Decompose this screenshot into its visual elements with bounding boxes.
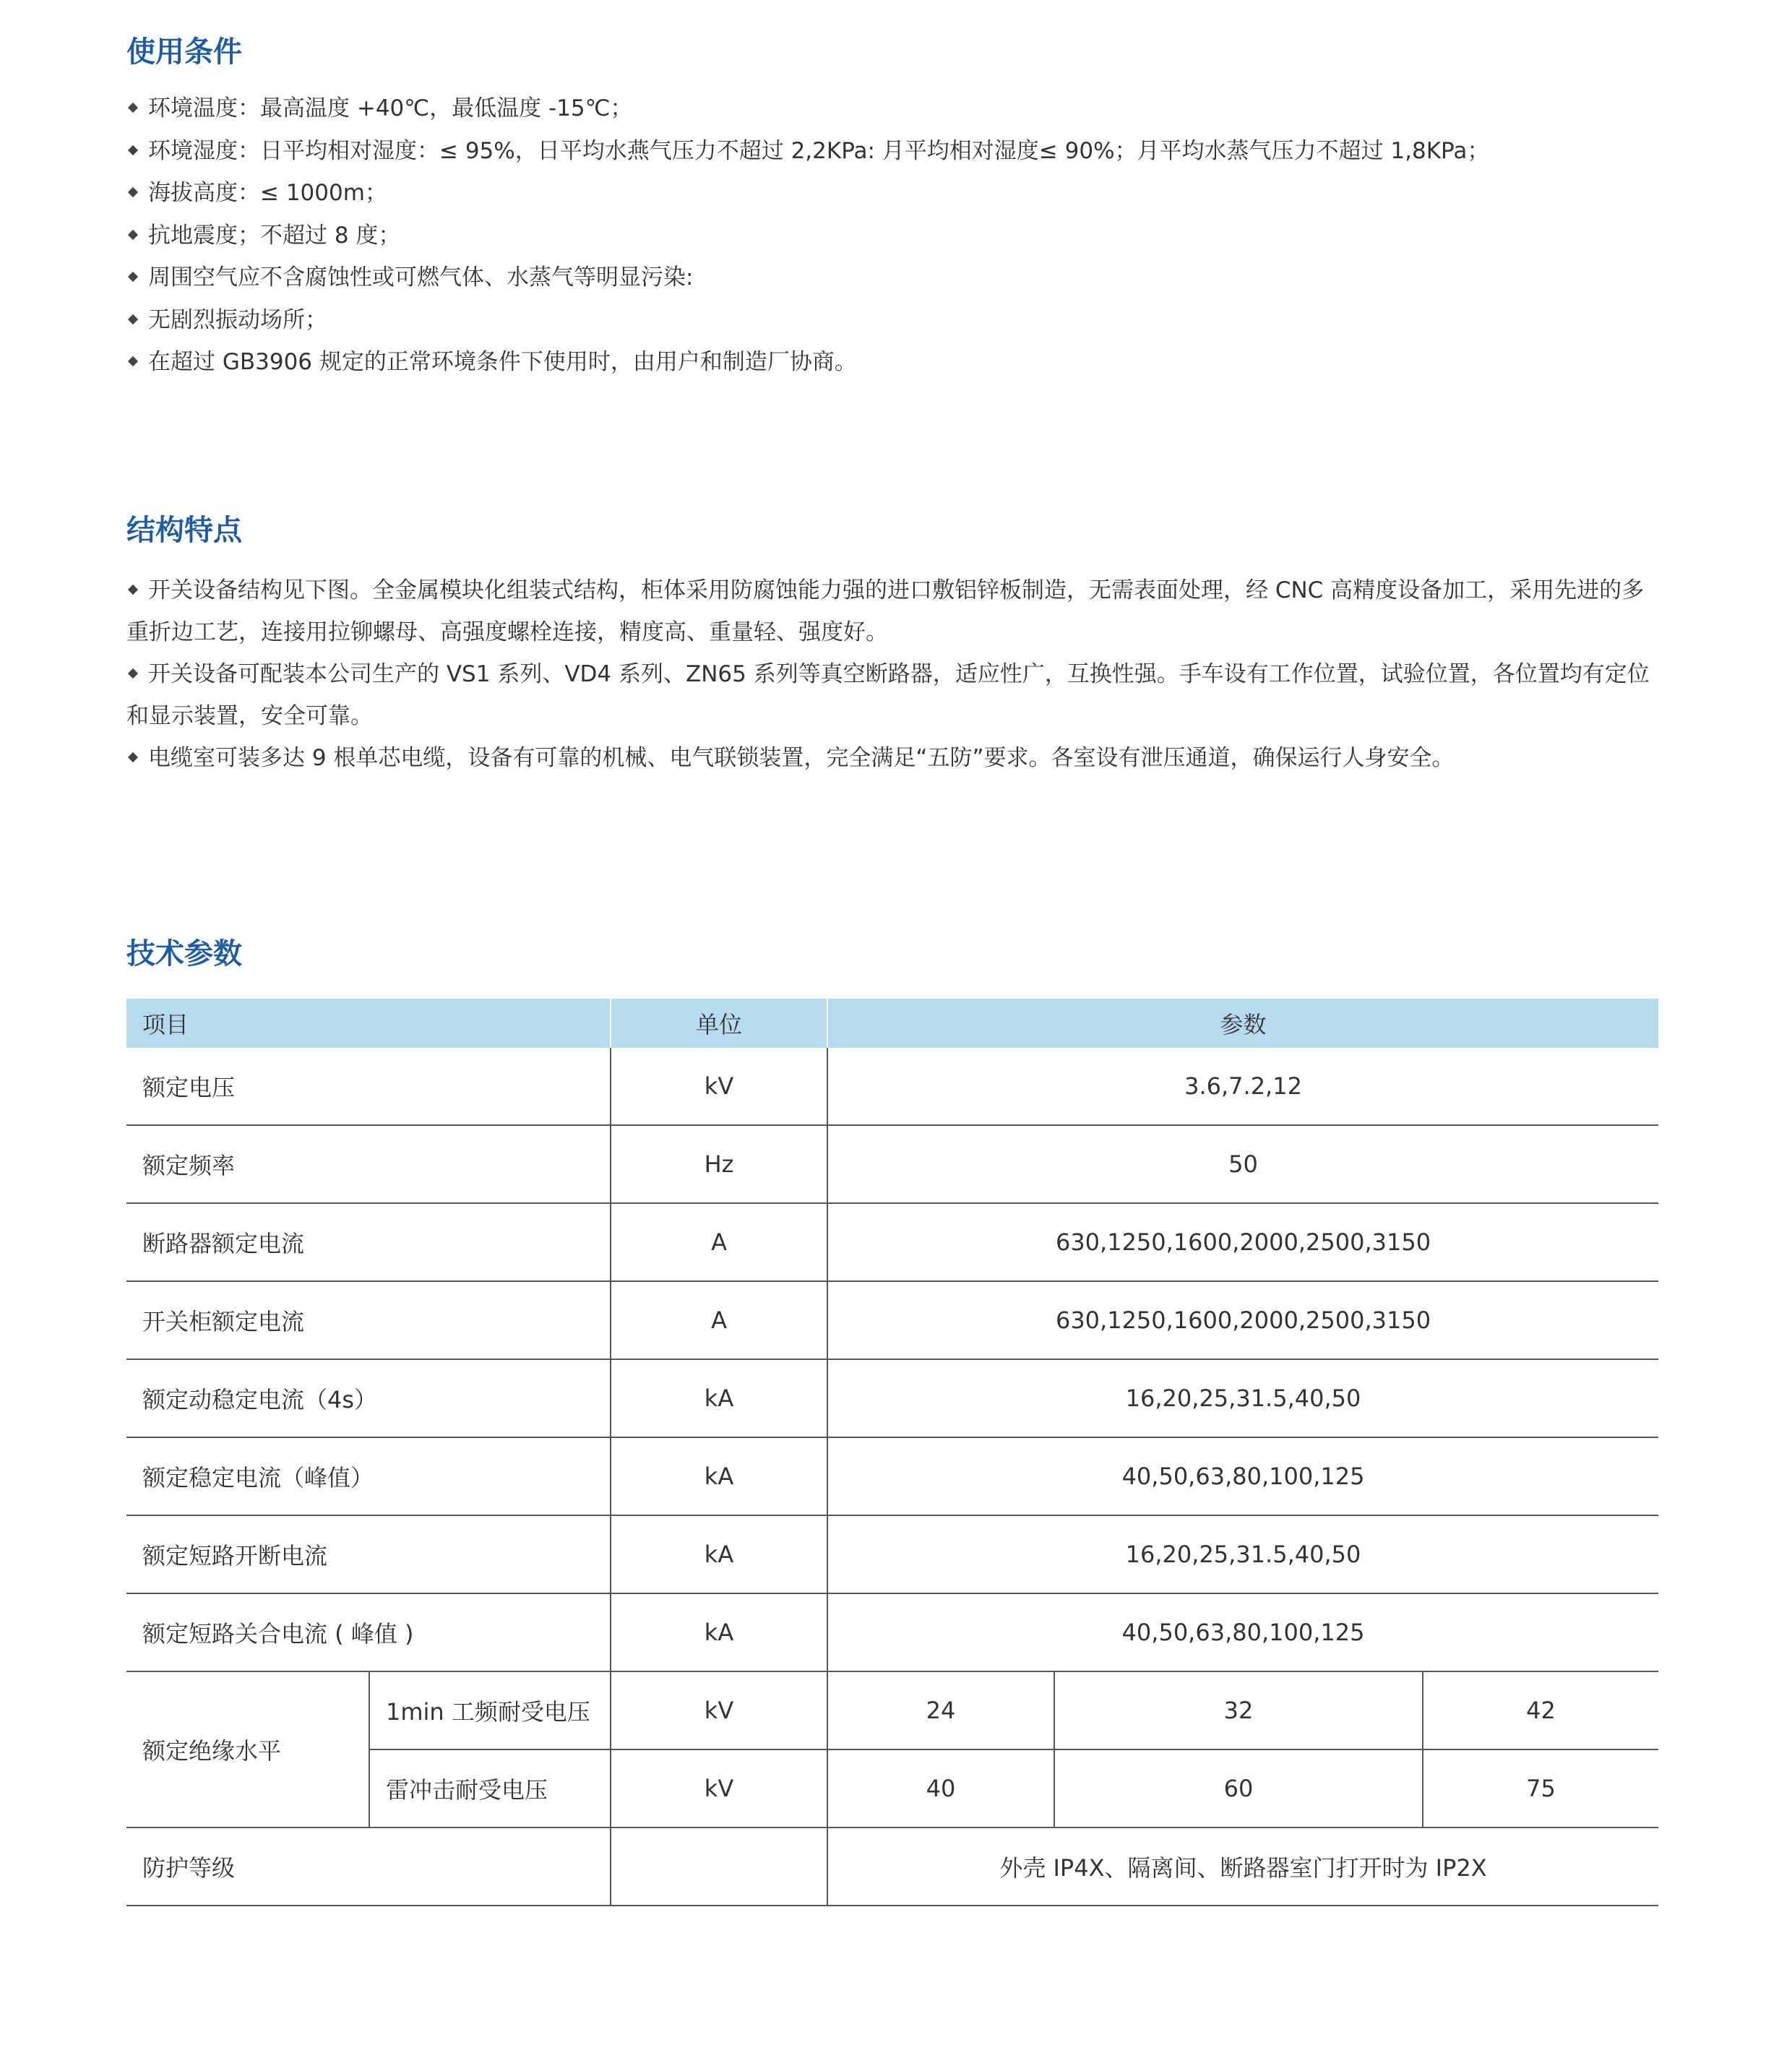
list-item: 无剧烈振动场所； [126,299,1658,342]
table-row [126,1359,1658,1437]
table-row [126,1281,1658,1359]
list-item: 环境温度：最高温度 +40℃，最低温度 -15℃； [126,87,1658,130]
header-unit: 单位 [611,999,827,1048]
row-unit: A [611,1281,827,1359]
row-unit: A [611,1203,827,1281]
row-value: 3.6,7.2,12 [827,1048,1658,1125]
row-value: 16,20,25,31.5,40,50 [827,1515,1658,1593]
row-value: 42 [1423,1671,1658,1749]
row-item: 额定短路开断电流 [126,1515,611,1593]
structure-title: 结构特点 [126,514,242,547]
row-item: 额定动稳定电流（4s） [126,1359,611,1437]
row-unit: Hz [611,1125,827,1203]
row-unit: kA [611,1437,827,1515]
row-item: 防护等级 [126,1827,611,1906]
header-param: 参数 [827,999,1658,1048]
diamond-bullet-icon [128,752,138,762]
row-item: 开关柜额定电流 [126,1281,611,1359]
insulation-sub-item: 1min 工频耐受电压 [369,1671,611,1749]
row-unit: kA [611,1515,827,1593]
row-value: 40 [827,1749,1054,1827]
diamond-bullet-icon [128,145,138,155]
row-value: 40,50,63,80,100,125 [827,1593,1658,1671]
list-item: 抗地震度；不超过 8 度； [126,215,1658,257]
row-item: 额定电压 [126,1048,611,1125]
row-unit: kV [611,1749,827,1827]
row-unit: kV [611,1671,827,1749]
table-row [126,1593,1658,1671]
list-item: 周围空气应不含腐蚀性或可燃气体、水蒸气等明显污染: [126,257,1658,299]
diamond-bullet-icon [128,187,138,197]
table-header-row [126,999,1658,1048]
row-unit: kA [611,1359,827,1437]
row-unit: kA [611,1593,827,1671]
list-item: 电缆室可装多达 9 根单芯电缆，设备有可靠的机械、电气联锁装置，完全满足“五防”要求。各室设有泄压通道，确保运行人身安全。 [126,737,1658,779]
table-row [126,1125,1658,1203]
row-value: 75 [1423,1749,1658,1827]
tech-params-table [126,999,1658,1906]
usage-list [126,87,1658,384]
row-value: 32 [1054,1671,1423,1749]
diamond-bullet-icon [128,668,138,679]
table-row [126,1515,1658,1593]
row-unit: kV [611,1048,827,1125]
table-row [126,1203,1658,1281]
table-row [126,1437,1658,1515]
list-item: 在超过 GB3906 规定的正常环境条件下使用时，由用户和制造厂协商。 [126,341,1658,384]
row-value: 60 [1054,1749,1423,1827]
diamond-bullet-icon [128,356,138,366]
structure-list [126,569,1658,779]
row-unit [611,1827,827,1906]
row-item: 额定稳定电流（峰值） [126,1437,611,1515]
table-row [126,1671,1658,1749]
list-item: 开关设备可配装本公司生产的 VS1 系列、VD4 系列、ZN65 系列等真空断路器，适应性广，互换性强。手车设有工作位置，试验位置，各位置均有定位和显示装置，安全可靠。 [126,661,1650,729]
row-value: 40,50,63,80,100,125 [827,1437,1658,1515]
row-value: 外壳 IP4X、隔离间、断路器室门打开时为 IP2X [827,1827,1658,1906]
header-item: 项目 [126,999,611,1048]
row-value: 630,1250,1600,2000,2500,3150 [827,1203,1658,1281]
row-value: 50 [827,1125,1658,1203]
list-item: 开关设备结构见下图。全金属模块化组装式结构，柜体采用防腐蚀能力强的进口敷铝锌板制造，无需表面处理，经 CNC 高精度设备加工，采用先进的多重折边工艺，连接用拉铆螺母、高强度螺栓连接，精度高、重量轻、强度好。 [126,577,1645,645]
table-row [126,1048,1658,1125]
diamond-bullet-icon [128,103,138,113]
insulation-sub-item: 雷冲击耐受电压 [369,1749,611,1827]
insulation-item: 额定绝缘水平 [126,1671,369,1827]
diamond-bullet-icon [128,272,138,282]
diamond-bullet-icon [128,229,138,239]
table-row [126,1827,1658,1906]
diamond-bullet-icon [128,585,138,595]
usage-title: 使用条件 [126,35,242,69]
tech-title: 技术参数 [126,937,242,970]
list-item: 环境湿度：日平均相对湿度：≤ 95%，日平均水燕气压力不超过 2,2KPa: 月平均相对湿度≤ 90%；月平均水蒸气压力不超过 1,8KPa； [126,130,1658,173]
row-item: 额定频率 [126,1125,611,1203]
row-value: 24 [827,1671,1054,1749]
row-value: 16,20,25,31.5,40,50 [827,1359,1658,1437]
row-item: 断路器额定电流 [126,1203,611,1281]
list-item: 海拔高度：≤ 1000m； [126,172,1658,215]
row-item: 额定短路关合电流 ( 峰值 ) [126,1593,611,1671]
row-value: 630,1250,1600,2000,2500,3150 [827,1281,1658,1359]
diamond-bullet-icon [128,314,138,324]
